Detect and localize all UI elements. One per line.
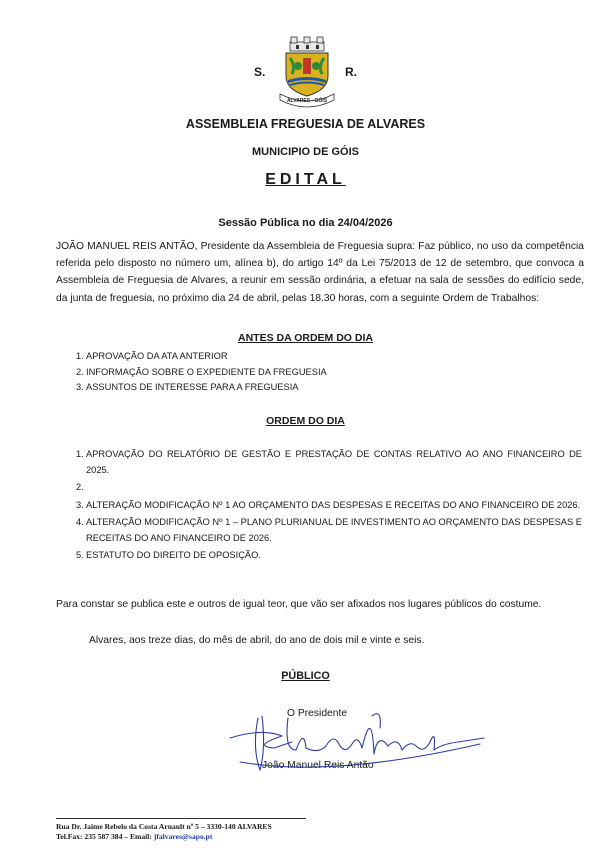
- footer-divider: [56, 818, 306, 819]
- list-item: 3. ASSUNTOS DE INTERESSE PARA A FREGUESIA: [76, 382, 299, 392]
- list-item: 5. ESTATUTO DO DIREITO DE OPOSIÇÃO.: [76, 550, 261, 560]
- agenda-list: [56, 447, 584, 566]
- footer-phone: Tel.Fax: 235 587 384 – Email:: [56, 832, 154, 841]
- publico-heading: PÚBLICO: [281, 670, 330, 682]
- session-heading: Sessão Pública no dia 24/04/2026: [218, 217, 393, 229]
- intro-paragraph: JOÃO MANUEL REIS ANTÃO, Presidente da Assembleia de Freguesia supra: Faz público, no uso da competência referida pelo disposto no número um, alínea b), do artigo 14º da Lei 75/2013 de 12 de setembro, que convoca a Assembleia de Freguesia de Alvares, a reunir em sessão ordinária, a efetuar na sala de sessões do edifício sede, da junta de freguesia, no próximo dia 24 de abril, pelas 18.30 horas, com a seguinte Ordem de Trabalhos:: [56, 241, 584, 304]
- footer-address: Rua Dr. Jaime Rebelo da Costa Arnault nº 5 – 3330-140 ALVARES: [56, 822, 272, 831]
- mural-crown: [290, 37, 324, 51]
- list-item: 1. APROVAÇÃO DO RELATÓRIO DE GESTÃO E PRESTAÇÃO DE CONTAS RELATIVO AO ANO FINANCEIRO DE 2025.: [76, 449, 582, 475]
- agenda-heading: ORDEM DO DIA: [266, 415, 345, 427]
- municipality-title: MUNICIPIO DE GÓIS: [252, 146, 359, 158]
- footer-contact: [56, 832, 212, 841]
- assembly-title: ASSEMBLEIA FREGUESIA DE ALVARES: [185, 117, 426, 131]
- list-item: 1. APROVAÇÃO DA ATA ANTERIOR: [76, 351, 228, 361]
- handwritten-signature: [222, 688, 490, 788]
- footer-email-link[interactable]: jfalvares@sapo.pt: [153, 832, 213, 841]
- publication-notice: Para constar se publica este e outros de igual teor, que vão ser afixados nos lugares públicos do costume.: [56, 599, 542, 610]
- header-left-letter: S.: [254, 65, 266, 79]
- list-item: 2. INFORMAÇÃO SOBRE O EXPEDIENTE DA FREGUESIA: [76, 366, 327, 377]
- before-agenda-list: [56, 349, 584, 396]
- list-item: 4. ALTERAÇÃO MODIFICAÇÃO Nº 1 – PLANO PLURIANUAL DE INVESTIMENTO AO ORÇAMENTO DAS DESPESAS E RECEITAS DO ANO FINANCEIRO DE 2026.: [76, 517, 582, 543]
- president-name: João Manuel Reis Antão: [262, 760, 374, 771]
- before-agenda-heading: ANTES DA ORDEM DO DIA: [238, 332, 373, 344]
- coat-of-arms-icon: [276, 36, 338, 108]
- president-label: O Presidente: [287, 708, 348, 719]
- list-item: 3. ALTERAÇÃO MODIFICAÇÃO Nº 1 AO ORÇAMENTO DAS DESPESAS E RECEITAS DO ANO FINANCEIRO DE 2026.: [76, 499, 581, 510]
- list-item: 2.: [76, 482, 84, 492]
- edital-heading: EDITAL: [265, 171, 346, 188]
- letterhead: [0, 36, 611, 108]
- header-right-letter: R.: [345, 65, 357, 79]
- date-line: Alvares, aos treze dias, do mês de abril, do ano de dois mil e vinte e seis.: [89, 635, 425, 646]
- crest-ribbon-text: ALVARES - GÓIS: [286, 98, 328, 104]
